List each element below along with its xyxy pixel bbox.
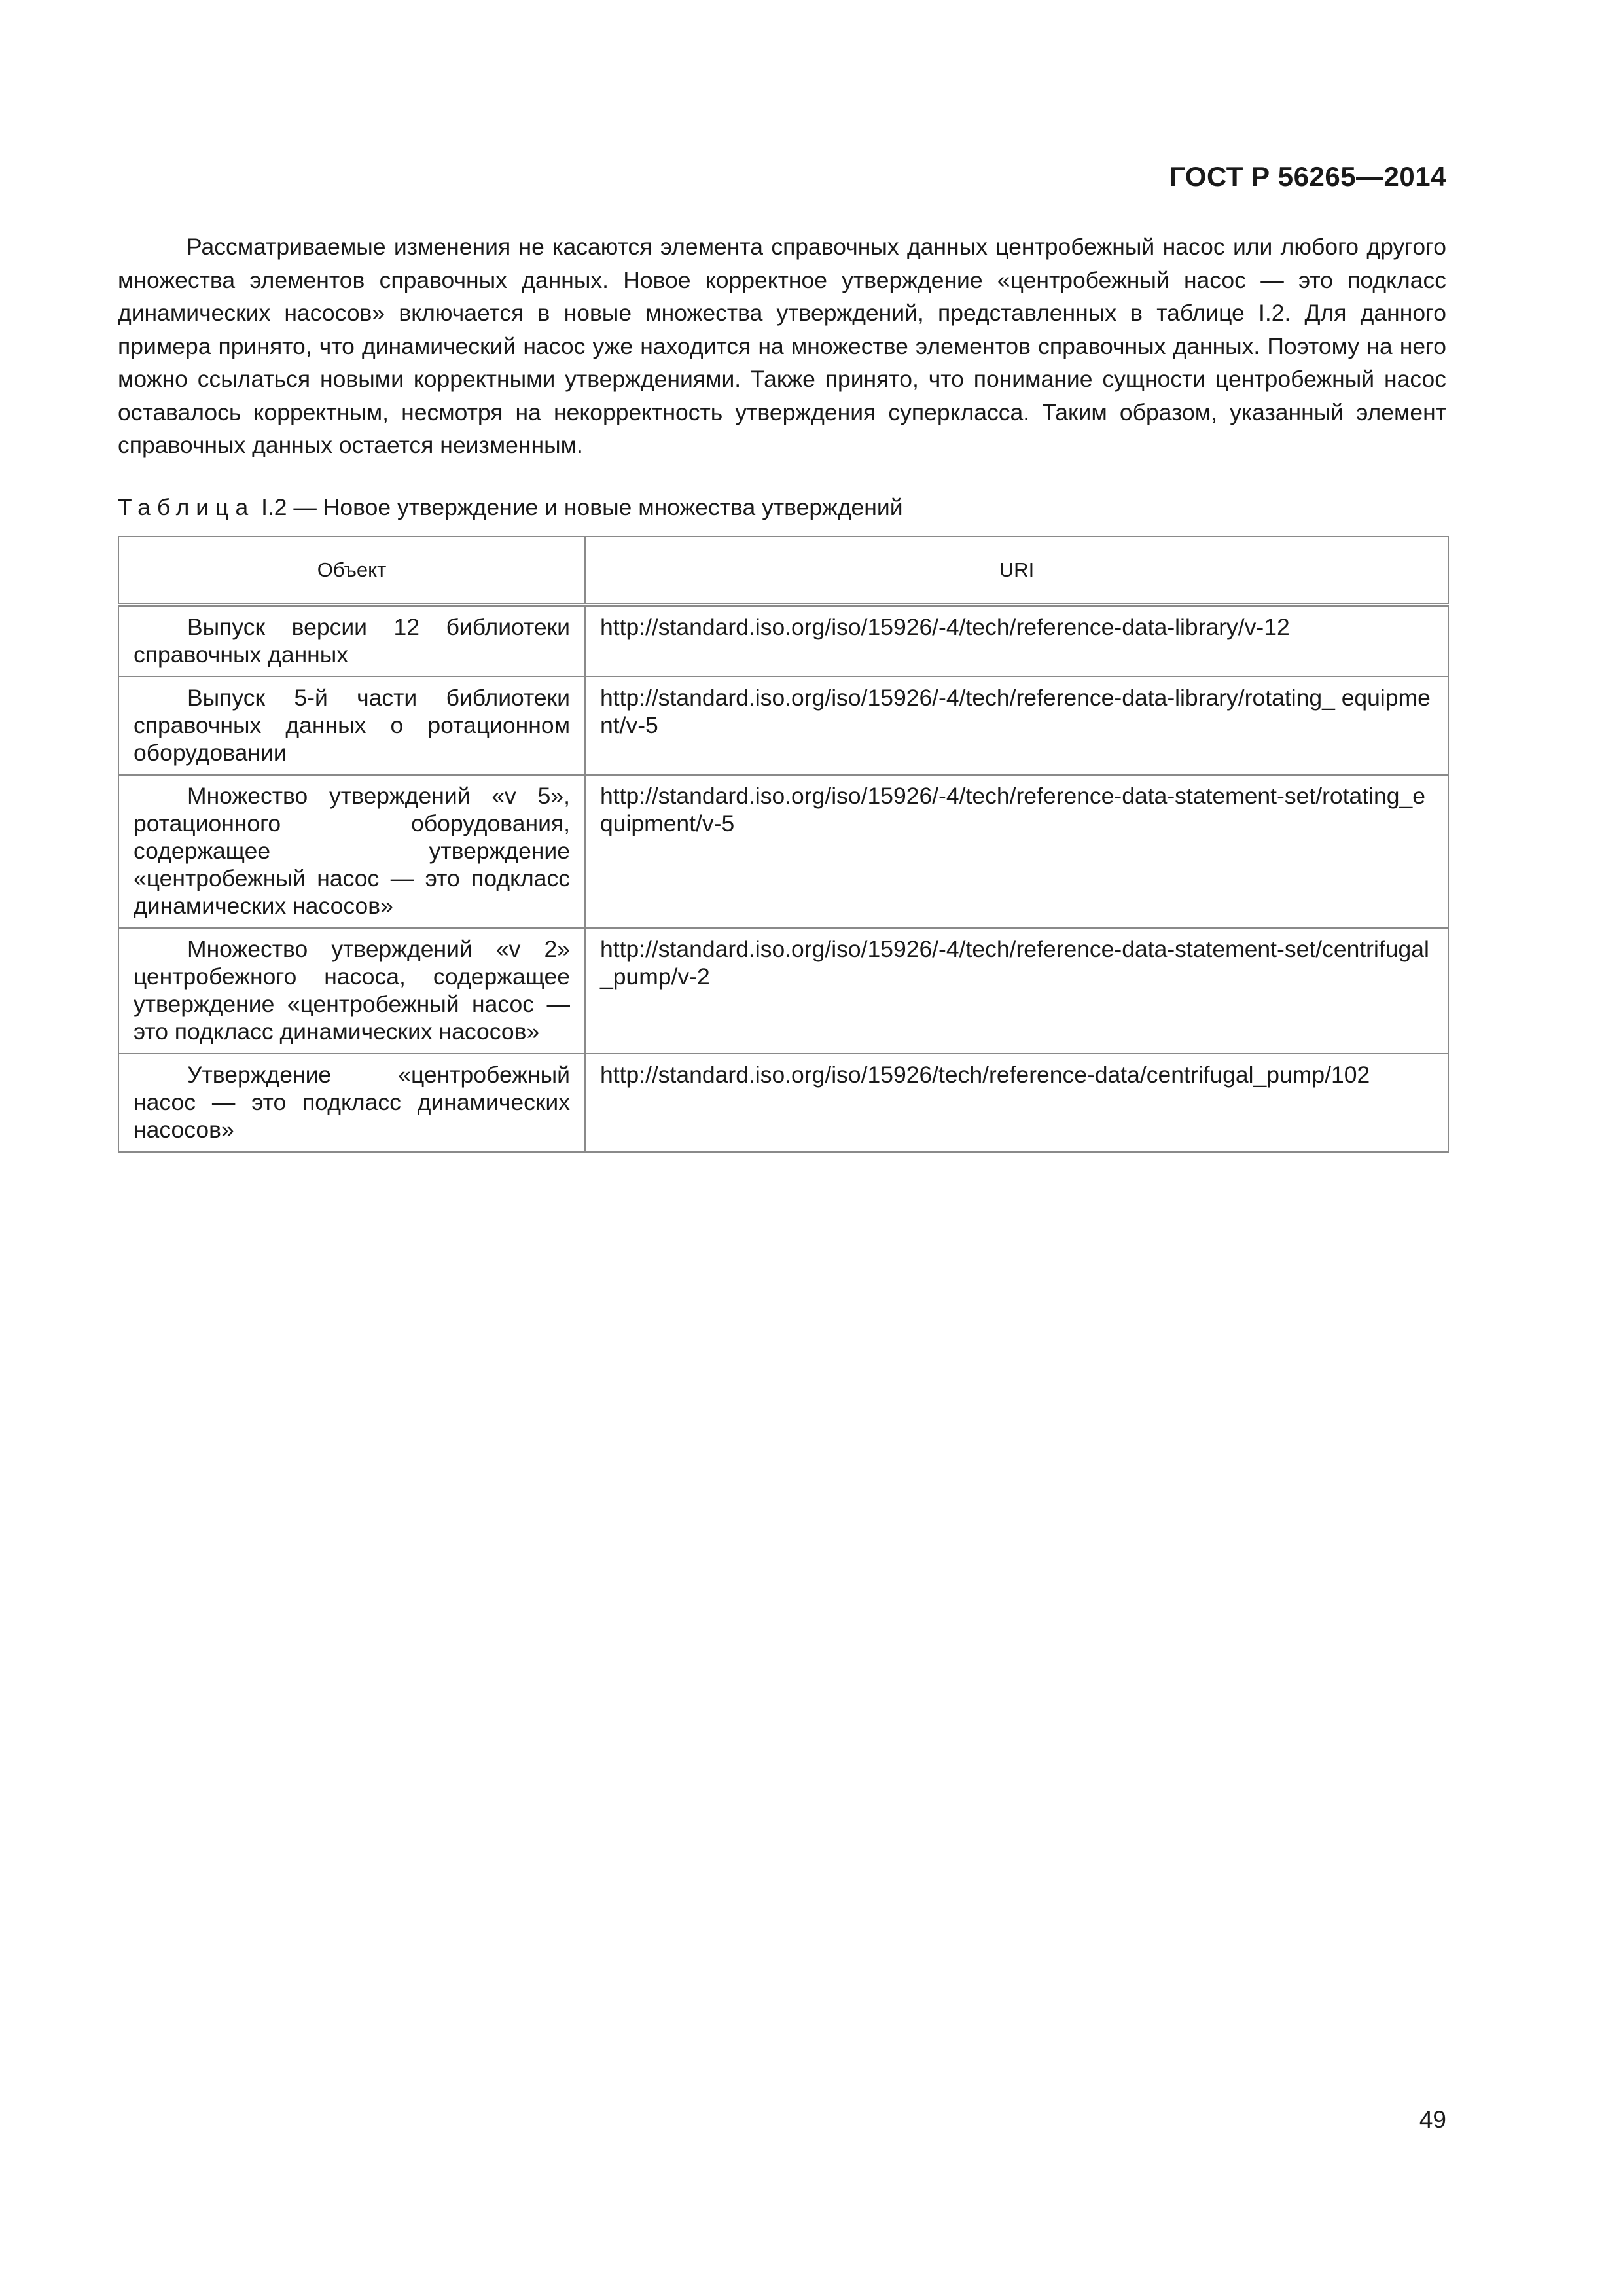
column-header-object: Объект: [118, 537, 585, 605]
table-caption: [118, 491, 903, 524]
cell-object: Утверждение «центробежный насос — это подкласс динамических насосов»: [118, 1054, 585, 1152]
cell-object: Выпуск 5-й части библиотеки справочных данных о ротационном оборудовании: [118, 677, 585, 775]
document-code: ГОСТ Р 56265—2014: [1169, 161, 1446, 192]
table-row: [118, 928, 1448, 1054]
table-caption-text: I.2 — Новое утверждение и новые множества утверждений: [261, 494, 903, 520]
intro-paragraph: Рассматриваемые изменения не касаются элемента справочных данных центробежный насос или любого другого множества элементов справочных данных. Новое корректное утверждение «центробежный насос — это подкласс динамических насосов» включается в новые множества утверждений, представленных в таблице I.2. Для данного примера принято, что динамический насос уже находится на множестве элементов справочных данных. Поэтому на него можно ссылаться новыми корректными утверждениями. Также принято, что понимание сущности центробежный насос оставалось корректным, несмотря на некорректность утверждения суперкласса. Таким образом, указанный элемент справочных данных остается неизменным.: [118, 234, 1446, 458]
statements-table: [118, 536, 1449, 1153]
table-row: [118, 605, 1448, 677]
cell-object: Выпуск версии 12 библиотеки справочных данных: [118, 605, 585, 677]
table-row: [118, 1054, 1448, 1152]
cell-object: Множество утверждений «v 5», ротационного оборудования, содержащее утверждение «центробежный насос — это подкласс динамических насосов»: [118, 775, 585, 928]
table-row: [118, 677, 1448, 775]
table-row: [118, 775, 1448, 928]
cell-uri: http://standard.iso.org/iso/15926/-4/tech/reference-data-library/v-12: [585, 605, 1448, 677]
table-caption-label: Таблица: [118, 494, 255, 520]
cell-uri: http://standard.iso.org/iso/15926/-4/tech/reference-data-statement-set/centrifugal_pump/v-2: [585, 928, 1448, 1054]
cell-object: Множество утверждений «v 2» центробежного насоса, содержащее утверждение «центробежный насос — это подкласс динамических насосов»: [118, 928, 585, 1054]
cell-uri: http://standard.iso.org/iso/15926/-4/tech/reference-data-library/rotating_ equipment/v-5: [585, 677, 1448, 775]
cell-uri: http://standard.iso.org/iso/15926/-4/tech/reference-data-statement-set/rotating_equipment/v-5: [585, 775, 1448, 928]
column-header-uri: URI: [585, 537, 1448, 605]
cell-uri: http://standard.iso.org/iso/15926/tech/reference-data/centrifugal_pump/102: [585, 1054, 1448, 1152]
page-number: 49: [1419, 2106, 1446, 2133]
table-header-row: [118, 537, 1448, 605]
